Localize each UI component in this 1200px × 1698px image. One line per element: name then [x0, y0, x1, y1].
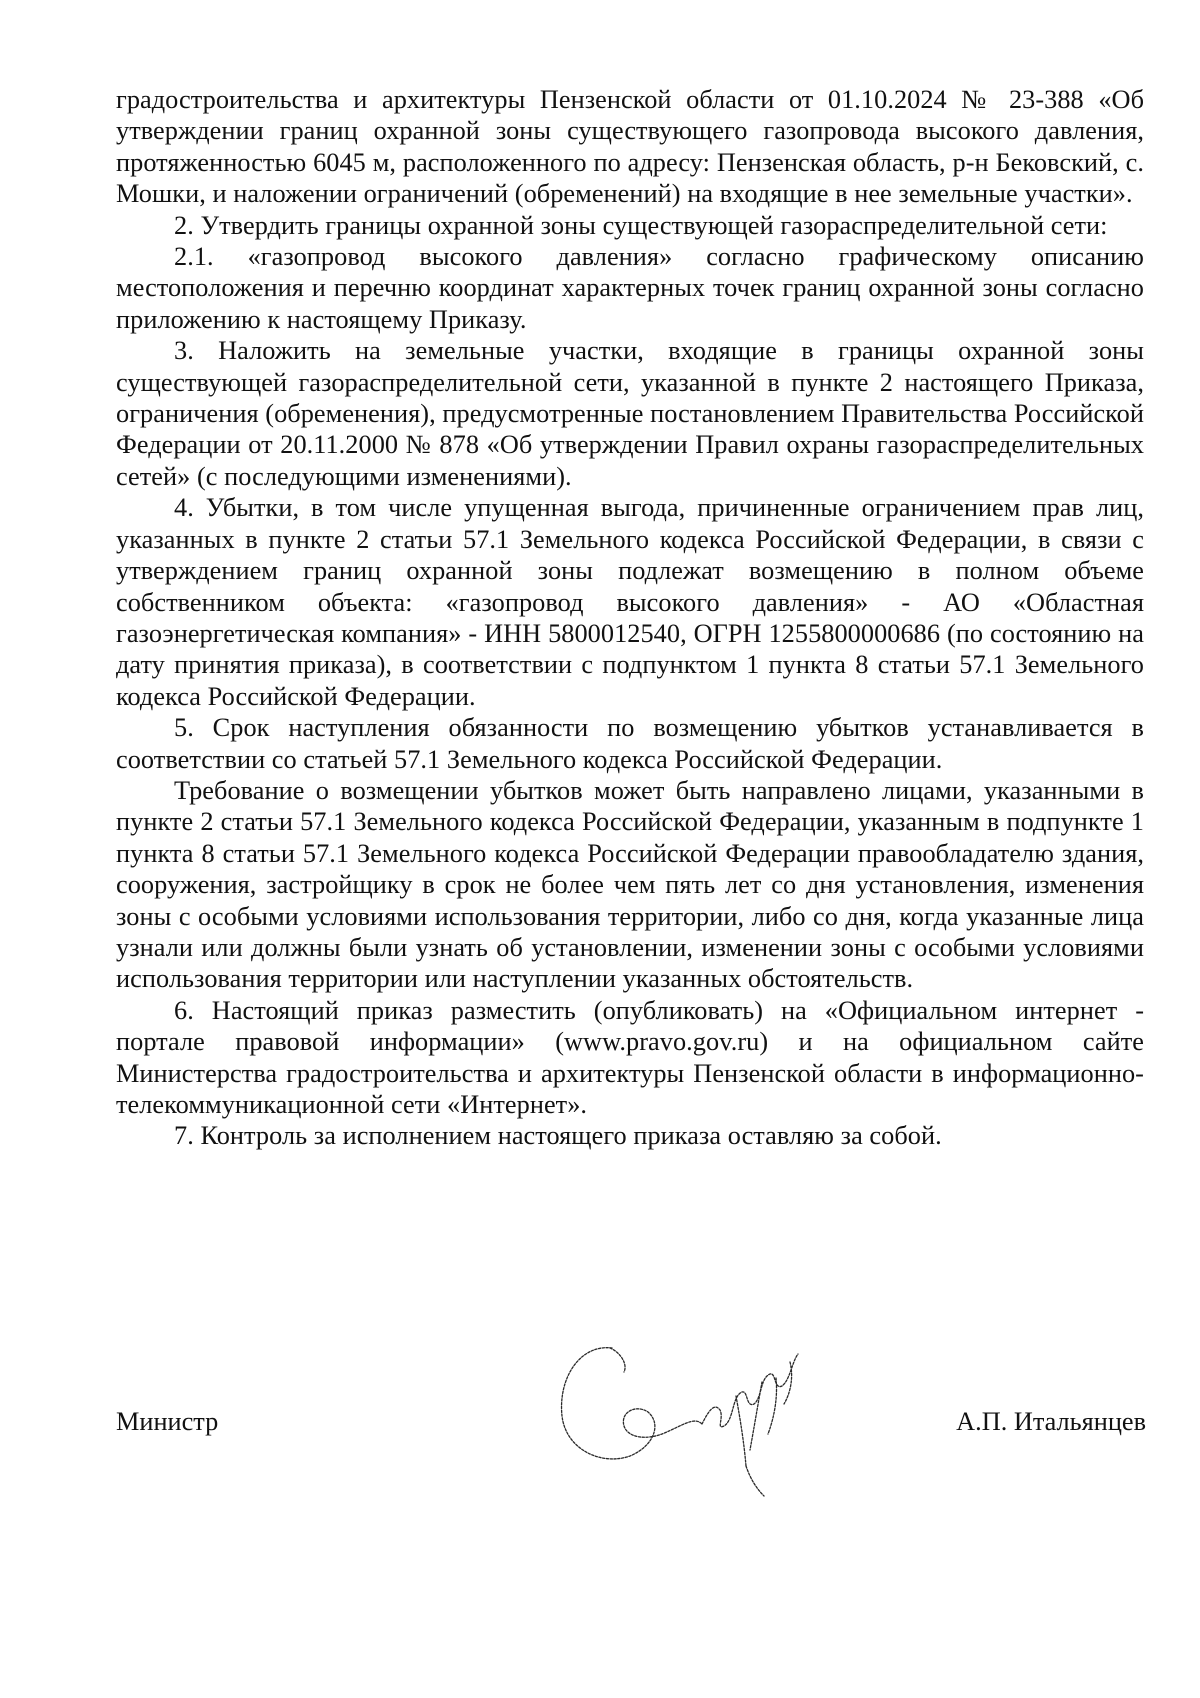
paragraph-continuation: градостроительства и архитектуры Пензенской области от 01.10.2024 № 23-388 «Об утверждении границ охранной зоны существующего газопровода высокого давления, протяженностью 6045 м, расположенного по адресу: Пензенская область, р-н Бековский, с. Мошки, и наложении ограничений (обременений) на входящие в нее земельные участки». [116, 85, 1144, 209]
paragraph-item-2: 2. Утвердить границы охранной зоны существующей газораспределительной сети: [174, 210, 1108, 240]
signatory-position: Министр [116, 1407, 219, 1436]
document-body [116, 84, 1144, 1152]
paragraph-item-2-1: 2.1. «газопровод высокого давления» согласно графическому описанию местоположения и перечню координат характерных точек границ охранной зоны согласно приложению к настоящему Приказу. [116, 242, 1144, 334]
paragraph-item-6: 6. Настоящий приказ разместить (опубликовать) на «Официальном интернет - портале правовой информации» (www.pravo.gov.ru) и на официальном сайте Министерства градостроительства и архитектуры Пензенской области в информационно-телекоммуникационной сети «Интернет». [116, 995, 1144, 1119]
signatory-name: А.П. Итальянцев [956, 1407, 1146, 1436]
paragraph-item-7: 7. Контроль за исполнением настоящего приказа оставляю за собой. [174, 1121, 942, 1151]
handwritten-signature [550, 1338, 850, 1518]
paragraph-item-4: 4. Убытки, в том числе упущенная выгода, причиненные ограничением прав лиц, указанных в пункте 2 статьи 57.1 Земельного кодекса Российской Федерации, в связи с утверждением границ охранной зоны подлежат возмещению в полном объеме собственником объекта: «газопровод высокого давления» - АО «Областная газоэнергетическая компания» - ИНН 5800012540, ОГРН 1255800000686 (по состоянию на дату принятия приказа), в соответствии с подпунктом 1 пункта 8 статьи 57.1 Земельного кодекса Российской Федерации. [116, 493, 1144, 711]
paragraph-item-5: 5. Срок наступления обязанности по возмещению убытков устанавливается в соответствии со статьей 57.1 Земельного кодекса Российской Федерации. [116, 713, 1144, 774]
paragraph-item-3: 3. Наложить на земельные участки, входящие в границы охранной зоны существующей газораспределительной сети, указанной в пункте 2 настоящего Приказа, ограничения (обременения), предусмотренные постановлением Правительства Российской Федерации от 20.11.2000 № 878 «Об утверждении Правил охраны газораспределительных сетей» (с последующими изменениями). [116, 336, 1144, 491]
paragraph-damages-claim: Требование о возмещении убытков может быть направлено лицами, указанными в пункте 2 статьи 57.1 Земельного кодекса Российской Федерации, указанным в подпункте 1 пункта 8 статьи 57.1 Земельного кодекса Российской Федерации правообладателю здания, сооружения, застройщику в срок не более чем пять лет со дня установления, изменения зоны с особыми условиями использования территории, либо со дня, когда указанные лица узнали или должны были узнать об установлении, изменении зоны с особыми условиями использования территории или наступлении указанных обстоятельств. [116, 775, 1144, 994]
